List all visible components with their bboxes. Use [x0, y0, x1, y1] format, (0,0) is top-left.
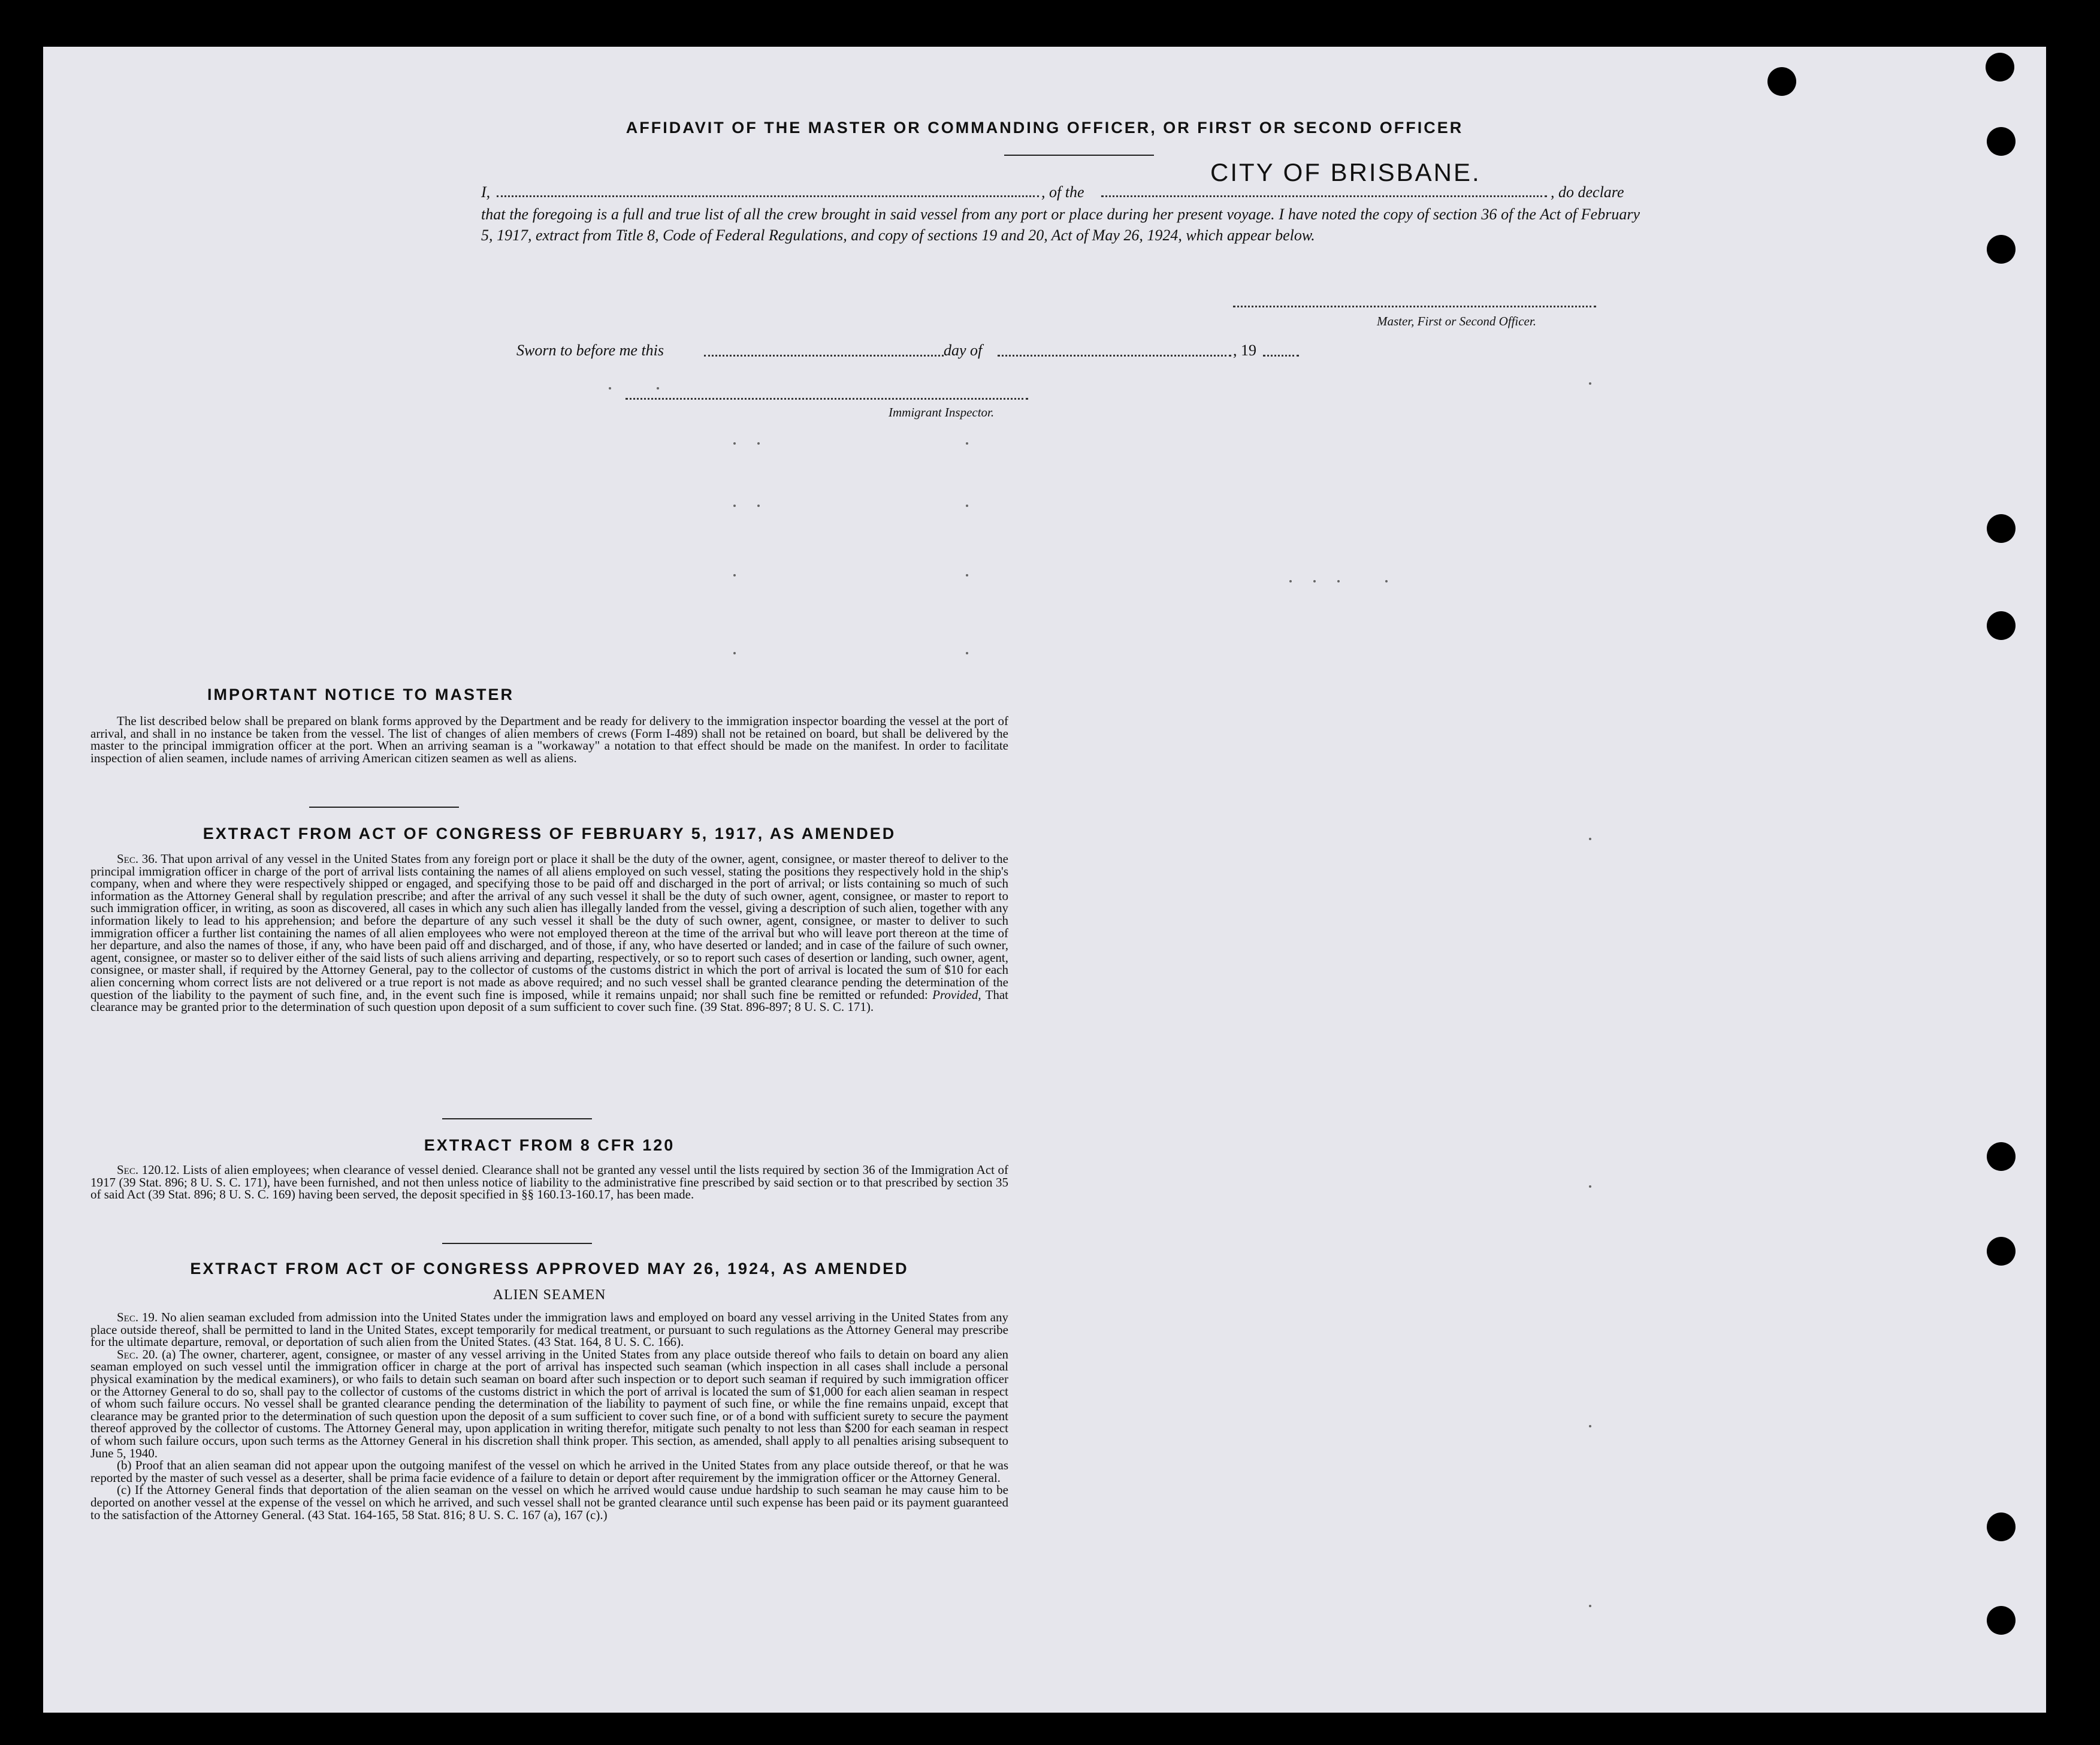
declaration-body: that the foregoing is a full and true list of all the crew brought in said vessel from any port or place during her present voyage. I have noted the copy of section 36 of the Act of February 5, 1917, extract from Title 8, Code of Federal Regulations, and copy of sections 19 and 20, Act of May 26, 1924, which appear below.: [481, 206, 1640, 244]
notice-body: [90, 715, 1008, 764]
affidavit-heading-rule: [1004, 155, 1154, 156]
declaration-i: I,: [481, 183, 491, 201]
binder-hole: [1987, 1606, 2016, 1635]
binder-hole: [1987, 127, 2016, 156]
master-signature-line[interactable]: [1233, 306, 1596, 307]
binder-hole: [1986, 53, 2014, 81]
sworn-day-blank[interactable]: [704, 355, 944, 357]
binder-hole: [1987, 514, 2016, 543]
sworn-month-blank[interactable]: [998, 355, 1231, 357]
year-blank[interactable]: [1263, 355, 1299, 357]
name-blank[interactable]: [497, 195, 1039, 197]
sec-20-label: Sec. 20.: [117, 1347, 158, 1361]
sec-19-text: No alien seaman excluded from admission into the United States under the immigration laws and employed on board any vessel arriving in the United States from any place outside thereof, shall be permitted to land in the United States, except temporarily for medical treatment, or pursuant to such regulations as the Attorney General may prescribe for the ultimate departure, removal, or deportation of such alien from the United States. (43 Stat. 164, 8 U. S. C. 166).: [90, 1310, 1009, 1349]
binder-hole: [1987, 1237, 2016, 1266]
sec-36-text-end: That clearance may be granted prior to the determination of such question upon deposit of a sum sufficient to cover such fine. (39 Stat. 896-897; 8 U. S. C. 171).: [90, 987, 1008, 1015]
alien-seamen-subheading: ALIEN SEAMEN: [492, 1287, 606, 1303]
sec-19-label: Sec. 19.: [117, 1310, 158, 1324]
vessel-blank[interactable]: [1101, 195, 1547, 197]
extract-1917-body: [90, 853, 1008, 1013]
master-signature-label: Master, First or Second Officer.: [1377, 314, 1536, 328]
sec-20-b-text: (b) Proof that an alien seaman did not appear upon the outgoing manifest of the vessel on which he arrived in the United States from any place outside thereof, or that he was reported by the master of such vessel as a deserter, shall be prima facie evidence of a failure to detain or deport after requirement by the immigration officer or the Attorney General.: [90, 1458, 1008, 1485]
day-of-label: day of: [944, 342, 983, 359]
binder-hole: [1987, 235, 2016, 264]
declaration-do-declare: , do declare: [1551, 183, 1624, 201]
section-divider: [442, 1243, 592, 1244]
sec-36-proviso: Provided,: [932, 987, 981, 1002]
section-divider: [309, 807, 459, 808]
binder-hole: [1987, 1142, 2016, 1171]
inspector-signature-line[interactable]: [626, 398, 1028, 400]
inspector-label: Immigrant Inspector.: [889, 405, 995, 419]
binder-hole: [1767, 67, 1796, 96]
declaration-of-the: , of the: [1041, 183, 1084, 201]
extract-1924-body: [90, 1311, 1008, 1521]
notice-heading: IMPORTANT NOTICE TO MASTER: [207, 686, 514, 704]
year-prefix: , 19: [1233, 342, 1256, 359]
extract-1924-heading: EXTRACT FROM ACT OF CONGRESS APPROVED MAY 26, 1924, AS AMENDED: [190, 1260, 909, 1278]
section-divider: [442, 1118, 592, 1119]
sec-20-c-text: (c) If the Attorney General finds that deportation of the alien seaman on the vessel on which he arrived would cause undue hardship to such seaman he may cause him to be deported on another vessel at the expense of the vessel on which he arrived, and such vessel shall not be granted clearance until such expense has been paid or its payment guaranteed to the satisfaction of the Attorney General. (43 Stat. 164-165, 58 Stat. 816; 8 U. S. C. 167 (a), 167 (c).): [90, 1483, 1008, 1522]
sec-120-12-label: Sec. 120.12.: [117, 1163, 180, 1177]
binder-hole: [1987, 611, 2016, 640]
notice-text: The list described below shall be prepared on blank forms approved by the Department and be ready for delivery to the immigration inspector boarding the vessel at the port of arrival, and shall in no instance be taken from the vessel. The list of changes of alien members of crews (Form I-489) shall not be retained on board, but shall be delivered by the master to the principal immigration officer at the port. When an arriving seaman is a "workaway" a notation to that effect should be made on the manifest. In order to facilitate inspection of alien seamen, include names of arriving American citizen seamen as well as aliens.: [90, 714, 1008, 765]
sec-36-label: Sec. 36.: [117, 852, 158, 866]
document-page: [43, 47, 2046, 1713]
sec-20-a-text: (a) The owner, charterer, agent, consignee, or master of any vessel arriving in the United States from any place outside thereof who fails to detain on board any alien seaman employed on such vessel until the immigration officer in charge at the port of arrival has inspected such seaman (which inspection in all cases shall include a personal physical examination by the medical examiners), or who fails to detain such seaman on board after such inspection or to deport such seaman if required by such immigration officer or the Attorney General to do so, shall pay to the collector of customs of the customs district in which the port of arrival is located the sum of $1,000 for each alien seaman in respect of whom such failure occurs. No vessel shall be granted clearance pending the determination of the liability to payment of such fine, or while the fine remains unpaid, except that clearance may be granted prior to the determination of such question upon the deposit of a sum sufficient to cover such fine, or of a bond with sufficient surety to secure the payment thereof approved by the collector of customs. The Attorney General may, upon application in writing therefor, mitigate such penalty to not less than $200 for each seaman in respect of whom such failure occurs, upon such terms as the Attorney General in his discretion shall think proper. This section, as amended, shall apply to all penalties arising subsequent to June 5, 1940.: [90, 1347, 1009, 1460]
binder-hole: [1987, 1512, 2016, 1541]
extract-1917-heading: EXTRACT FROM ACT OF CONGRESS OF FEBRUARY 5, 1917, AS AMENDED: [203, 825, 896, 843]
sec-120-12-text: Lists of alien employees; when clearance of vessel denied. Clearance shall not be granted any vessel until the lists required by section 36 of the Immigration Act of 1917 (39 Stat. 896; 8 U. S. C. 171), have been furnished, and not then unless notice of liability to the administrative fine prescribed by said section or to that prescribed by section 35 of said Act (39 Stat. 896; 8 U. S. C. 169) having been served, the deposit specified in §§ 160.13-160.17, has been made.: [90, 1163, 1008, 1202]
affidavit-heading: AFFIDAVIT OF THE MASTER OR COMMANDING OFFICER, OR FIRST OR SECOND OFFICER: [626, 119, 1464, 137]
extract-cfr-body: [90, 1164, 1008, 1201]
ship-name: CITY OF BRISBANE.: [1210, 158, 1481, 186]
extract-cfr-heading: EXTRACT FROM 8 CFR 120: [424, 1136, 675, 1154]
sworn-label: Sworn to before me this: [516, 342, 664, 359]
sec-36-text: That upon arrival of any vessel in the United States from any foreign port or place it shall be the duty of the owner, agent, consignee, or master thereof to deliver to the principal immigration officer in charge of the port of arrival lists containing the names of all aliens employed on such vessel, stating the positions they respectively hold in the ship's company, when and where they were respectively shipped or engaged, and specifying those to be paid off and discharged in the port of arrival; or lists containing so much of such information as the Attorney General shall by regulation prescribe; and after the arrival of any such vessel it shall be the duty of such owner, agent, consignee, or master to report to such immigration officer, in writing, as soon as discovered, all cases in which any such alien has illegally landed from the vessel, giving a description of such alien, together with any information likely to lead to his apprehension; and before the departure of any such vessel it shall be the duty of such owner, agent, consignee, or master to deliver to such immigration officer a further list containing the names of all alien employees who were not employed thereon at the time of the arrival but who will leave port thereon at the time of her departure, and also the names of those, if any, who have been paid off and discharged, and of those, if any, who have deserted or landed; and in case of the failure of such owner, agent, consignee, or master so to deliver either of the said lists of such aliens arriving and departing, respectively, or so to report such cases of desertion or landing, such owner, agent, consignee, or master shall, if required by the Attorney General, pay to the collector of customs of the customs district in which the port of arrival is located the sum of $10 for each alien concerning whom correct lists are not delivered or a true report is not made as above required; and no such vessel shall be granted clearance pending the determination of the question of the liability to the payment of such fine, and, in the event such fine is imposed, while it remains unpaid; nor shall such fine be remitted or refunded:: [90, 852, 1008, 1002]
